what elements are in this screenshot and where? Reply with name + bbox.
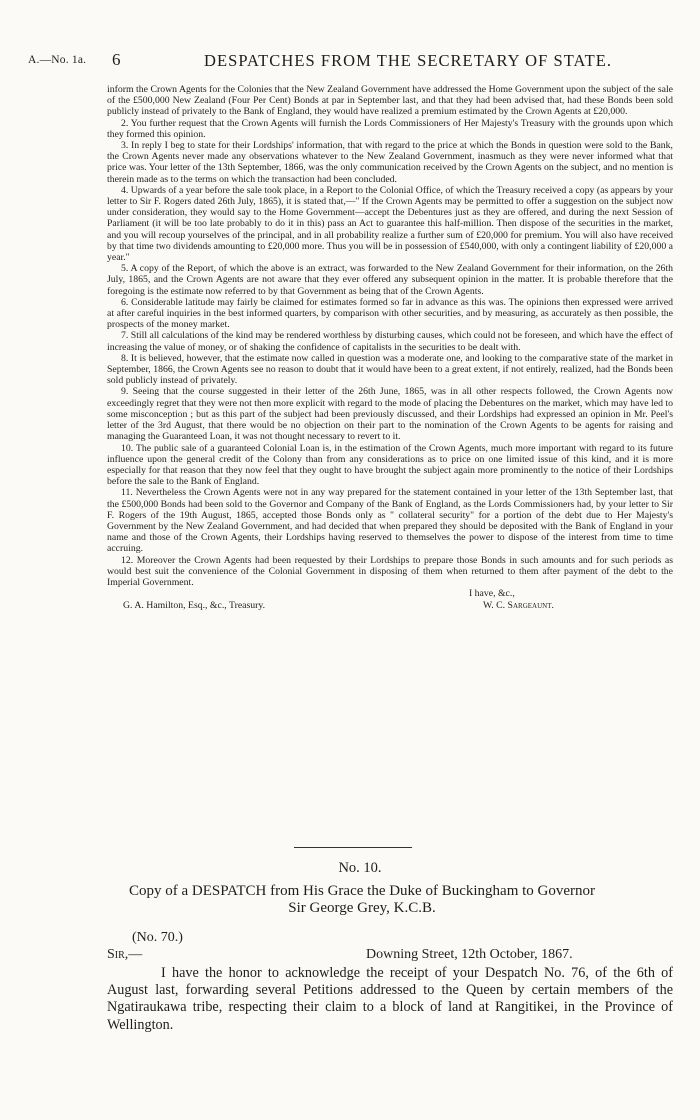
salutation: Sir,— [107,947,143,962]
letter-paragraph: 9. Seeing that the course suggested in their letter of the 26th June, 1865, was in all other respects followed, the Crown Agents now exceedingly regret that they were not then more explicit with regard to the mode of placing the Debentures on the market, which may have led to some misconception ; but as this part of the subject had been previously discussed, and their Lordships had expressed an opinion in Mr. Peel's letter of the 3rd August, that there would be no objection on their part to the nomination of the Crown Agents to be agents for raising and managing the Guaranteed Loan, it was not thought necessary to revert to it. [107,386,673,443]
despatch-title [0,883,700,917]
letter-body [107,84,673,612]
section-divider [294,847,412,848]
page-header [28,50,672,70]
letter-paragraph: 11. Nevertheless the Crown Agents were not in any way prepared for the statement contained in your letter of the 13th September last, that the £500,000 Bonds had been sold to the Governor and Company of the Bank of England, as the Lords Commissioners had, by your letter to Sir F. Rogers of the 19th August, 1865, accepted those Bonds only as " collateral security" for a portion of the debt due to Her Majesty's Government by the New Zealand Government, and had decided that when prepared they should be deposited with the Bank of England in your name and those of the Crown Agents, their Lordships having reserved to themselves the power to dispose of the interest from time to time accruing. [107,487,673,555]
letter-paragraph: 2. You further request that the Crown Agents will furnish the Lords Commissioners of Her Majesty's Treasury with the grounds upon which they formed this opinion. [107,117,673,140]
document-reference: A.—No. 1a. [28,54,87,66]
running-title: DESPATCHES FROM THE SECRETARY OF STATE. [204,51,613,70]
letter-paragraph: 10. The public sale of a guaranteed Colonial Loan is, in the estimation of the Crown Agents, much more important with regard to its future influence upon the general credit of the Colony than from any considerations as to price on one limited issue of this kind, and it is more especially for that reason that they now feel that they ought to have brought the subject again more prominently to the notice of their Lordships before the sale to the Bank of England. [107,442,673,488]
despatch-title-line: Copy of a DESPATCH from His Grace the Duke of Buckingham to Governor [128,883,596,899]
addressee: G. A. Hamilton, Esq., &c., Treasury. [123,599,266,611]
despatch-reference-number: (No. 70.) [132,930,183,945]
address-date: Downing Street, 12th October, 1867. [366,947,573,962]
closing-formula: I have, &c., [469,588,515,600]
letter-paragraph: 5. A copy of the Report, of which the above is an extract, was forwarded to the New Zealand Government for their information, on the 26th July, 1865, and the Crown Agents are not aware that they ever offered any subsequent opinion in the matter. It is probable therefore that the foregoing is the estimate now referred to by that Government as being that of the Crown Agents. [107,263,673,297]
despatch-number-heading: No. 10. [338,860,382,876]
despatch-body [107,965,673,1034]
despatch-section [0,860,700,1033]
letter-paragraph: 4. Upwards of a year before the sale took place, in a Report to the Colonial Office, of which the Treasury received a copy (as appears by your letter to Sir F. Rogers dated 26th July, 1865), it is stated that,—" If the Crown Agents may be permitted to offer a suggestion on the subject now under consideration, they would say to the Home Government—accept the Debentures just as they are offered, and during the next Session of Parliament (it will be too late probably to do it in this) pass an Act to guarantee this half-million. Then dispose of the securities in the market, and you will recoup yourselves of the principal, and in all probability realize a further sum of £20,000 for premium. You will also have received by that time two dividends amounting to £20,000 more. Thus you will be in possession of £540,000, with only a contingent liability of £20,000 a year." [107,184,673,264]
page-number: 6 [112,50,121,69]
letter-paragraph: 3. In reply I beg to state for their Lordships' information, that with regard to the price at which the Bonds in question were sold to the Bank, the Crown Agents never made any observations whatever to the New Zealand Government, inasmuch as they were never informed what that price was. Your letter of the 13th September, 1866, was the only communication received by the Crown Agents on the subject, and no mention is therein made as to the terms on which the transaction had been concluded. [107,140,673,185]
letter-paragraph: 8. It is believed, however, that the estimate now called in question was a moderate one, and looking to the comparative state of the market in September, 1866, the Crown Agents see no reason to doubt that it would have been to a great extent, if not entirely, realized, had the Bonds been sold publicly instead of privately. [107,352,673,387]
letter-paragraph: inform the Crown Agents for the Colonies that the New Zealand Government have addressed the Home Government upon the subject of the sale of the £500,000 New Zealand (Four Per Cent) Bonds at par in September last, and that they had been advised that, had these Bonds been sold publicly instead of privately to the Bank of England, they would have realized a premium estimated by the Crown Agents at £20,000. [107,84,673,118]
letter-paragraph: 6. Considerable latitude may fairly be claimed for estimates formed so far in advance as this was. The opinions then expressed were arrived at after careful inquiries in the best informed quarters, by comparison with other securities, and by measuring, as accurately as then possible, the prospects of the money market. [107,296,673,331]
letter-closing [107,588,673,612]
signature: W. C. Sargeaunt. [483,599,554,611]
letter-paragraph: 12. Moreover the Crown Agents had been requested by their Lordships to prepare those Bonds in such amounts and for such periods as would best suit the convenience of the Colonial Government in disposing of them when returned to them after payment of the debt to the Imperial Government. [107,554,673,588]
despatch-paragraph: I have the honor to acknowledge the receipt of your Despatch No. 76, of the 6th of August last, forwarding several Petitions addressed to the Queen by certain members of the Ngatiraukawa tribe, respecting their claim to a block of land at Rangitikei, in the Province of Wellington. [107,965,673,1033]
letter-paragraph: 7. Still all calculations of the kind may be rendered worthless by disturbing causes, which could not be foreseen, and which have the effect of increasing the value of money, or of shaking the confidence of capitalists in the securities to be dealt with. [107,330,673,353]
despatch-title-line: Sir George Grey, K.C.B. [288,900,436,916]
